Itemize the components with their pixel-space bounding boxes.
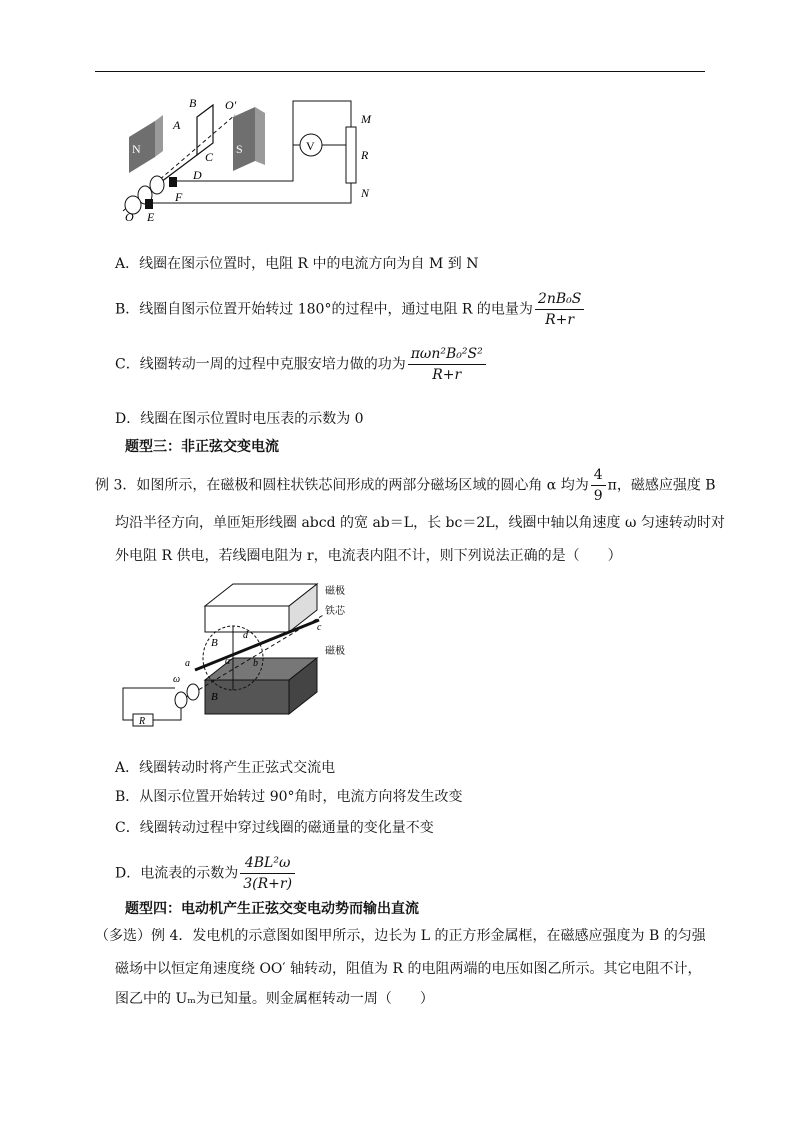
q2-option-a: A．线圈在图示位置时，电阻 R 中的电流方向为自 M 到 N (115, 256, 479, 272)
wire-bottom (153, 183, 351, 203)
example3-line3: 外电阻 R 供电，若线圈电阻为 r，电流表内阻不计，则下列说法正确的是（ ） (115, 548, 622, 564)
example3-line1-suffix: π，磁感应强度 B (607, 477, 716, 494)
fig2-label-omega: ω (173, 674, 181, 685)
label-O-prime: O′ (225, 98, 237, 112)
q3-option-d-text: D．电流表的示数为 (115, 865, 239, 882)
fig2-label-B-top: B (211, 637, 218, 649)
q2-option-c-denominator: R+r (432, 367, 462, 383)
label-F: F (175, 190, 183, 204)
coil-abcd (197, 105, 213, 155)
q3-option-c: C．线圈转动过程中穿过线圈的磁通量的变化量不变 (115, 820, 434, 836)
example4-line2: 磁场中以恒定角速度绕 OO′ 轴转动，阻值为 R 的电阻两端的电压如图乙所示。其它电阻不计， (115, 961, 702, 977)
section4-title: 题型四：电动机产生正弦交变电动势而输出直流 (125, 901, 419, 917)
label-A: A (173, 118, 181, 132)
example3-line1-text: 例 3．如图所示，在磁极和圆柱状铁芯间形成的两部分磁场区域的圆心角 α 均为 (95, 477, 589, 494)
q2-option-b-text: B．线圈自图示位置开始转过 180°的过程中，通过电阻 R 的电量为 (115, 301, 533, 318)
example3-angle (591, 466, 606, 505)
fig2-label-a: a (185, 658, 190, 669)
example3-angle-numerator: 4 (591, 466, 606, 486)
section3-title: 题型三：非正弦交变电流 (125, 439, 279, 455)
label-D: D (193, 168, 202, 182)
label-E: E (147, 210, 155, 224)
q3-option-d-denominator: 3(R+r) (243, 876, 293, 892)
example4-line3: 图乙中的 Uₘ为已知量。则金属框转动一周（ ） (115, 991, 434, 1007)
resistor-r (346, 127, 356, 183)
magnet-s (233, 107, 265, 171)
ring-2 (187, 684, 199, 700)
fig2-label-R: R (139, 716, 146, 727)
fig2-label-d: d (243, 630, 248, 641)
ring-1 (175, 692, 187, 708)
q2-option-c-text: C．线圈转动一周的过程中克服安培力做的功为 (115, 356, 406, 373)
slip-ring-2 (150, 176, 164, 194)
header-rule (95, 71, 705, 72)
label-V: V (306, 139, 315, 153)
label-N: N (132, 142, 141, 156)
example4-line1: （多选）例 4．发电机的示意图如图甲所示，边长为 L 的正方形金属框，在磁感应强度为 B 的匀强 (95, 928, 706, 944)
brush-f (169, 177, 177, 187)
example3-angle-denominator: 9 (593, 488, 603, 504)
q3-option-d-numerator: 4BL²ω (240, 854, 295, 874)
fig2-label-B-bottom: B (211, 691, 218, 703)
magnet-top (205, 584, 317, 632)
brush-e (145, 199, 153, 209)
q3-option-a: A．线圈转动时将产生正弦式交流电 (115, 760, 336, 776)
q3-option-d-formula (240, 854, 295, 893)
q3-option-b: B．从图示位置开始转过 90°角时，电流方向将发生改变 (115, 789, 463, 805)
q2-option-d: D．线圈在图示位置时电压表的示数为 0 (115, 411, 364, 427)
q2-option-b-denominator: R+r (545, 312, 575, 328)
label-C: C (205, 150, 214, 164)
q3-option-d (115, 854, 297, 893)
fig2-label-core: 铁芯 (325, 606, 345, 617)
example3-line1 (95, 466, 716, 505)
q2-option-c (115, 345, 488, 384)
q2-option-c-formula (408, 345, 486, 384)
fig2-label-magnet-bottom: 磁极 (325, 646, 345, 657)
label-M: M (361, 112, 371, 126)
fig2-label-b: b (253, 658, 258, 669)
q2-option-b-formula (535, 290, 584, 329)
fig2-label-alpha: α (225, 656, 231, 667)
generator-figure (115, 95, 375, 225)
label-O: O (125, 210, 134, 224)
fig2-label-magnet-top: 磁极 (325, 586, 345, 597)
q2-option-b (115, 290, 586, 329)
q2-option-b-numerator: 2nB₀S (535, 290, 584, 310)
fig2-label-c: c (317, 622, 322, 633)
label-S: S (236, 142, 243, 156)
core-figure (115, 578, 385, 730)
label-B: B (189, 96, 197, 110)
example3-line2: 均沿半径方向，单匝矩形线圈 abcd 的宽 ab＝L，长 bc＝2L，线圈中轴以角速度 ω 匀速转动时对 (115, 515, 725, 531)
magnet-bottom (205, 658, 317, 714)
q2-option-c-numerator: πωn²B₀²S² (408, 345, 486, 365)
label-R: R (361, 148, 369, 162)
label-N-terminal: N (361, 186, 370, 200)
